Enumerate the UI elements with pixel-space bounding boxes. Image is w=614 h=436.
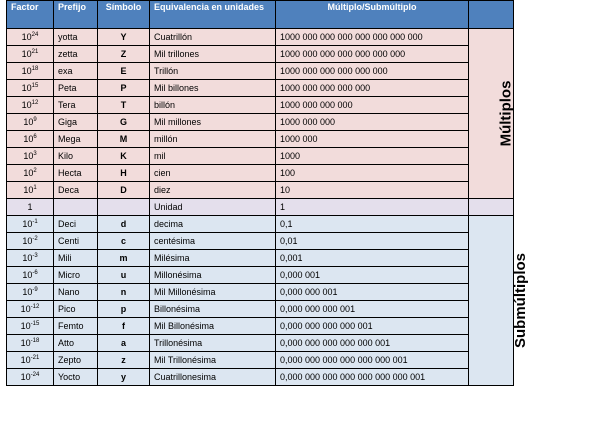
group-label-text: Múltiplos [497,80,515,147]
prefijo-cell: Nano [54,284,98,301]
factor-exponent: -15 [30,320,40,327]
prefijo-cell: exa [54,63,98,80]
si-prefix-table [6,0,529,386]
table-row [7,29,514,46]
factor-base: 10 [21,65,32,76]
table-row [7,233,514,250]
simbolo-cell: u [98,267,150,284]
factor-exponent: -9 [32,286,38,293]
valor-cell: 0,001 [276,250,469,267]
factor-base: 10 [21,82,32,93]
equivalencia-cell: billón [150,97,276,114]
valor-cell: 0,000 000 000 000 000 000 000 001 [276,369,469,386]
prefijo-cell: Deci [54,216,98,233]
valor-cell: 100 [276,165,469,182]
simbolo-cell [98,199,150,216]
prefijo-cell: Peta [54,80,98,97]
header-row [7,1,514,29]
table-row [7,80,514,97]
equivalencia-cell: Mil Trillonésima [150,352,276,369]
prefijo-cell: Mega [54,131,98,148]
simbolo-cell: Y [98,29,150,46]
simbolo-cell: f [98,318,150,335]
table-body [7,29,529,386]
table-row [7,46,514,63]
simbolo-cell: M [98,131,150,148]
factor-exponent: 21 [31,48,39,55]
group-label-text: Submúltiplos [512,253,529,348]
equivalencia-cell: centésima [150,233,276,250]
simbolo-cell: D [98,182,150,199]
simbolo-cell: n [98,284,150,301]
factor-exponent: 15 [31,82,39,89]
valor-cell: 0,000 001 [276,267,469,284]
valor-cell: 1 [276,199,469,216]
prefijo-cell: Giga [54,114,98,131]
valor-cell: 0,1 [276,216,469,233]
table-row [7,148,514,165]
factor-base: 10 [22,269,33,280]
simbolo-cell: a [98,335,150,352]
prefijo-cell: Atto [54,335,98,352]
table-row [7,131,514,148]
factor-base: 10 [22,252,33,263]
valor-cell: 1000 000 [276,131,469,148]
factor-cell [7,114,54,131]
table-row [7,318,514,335]
equivalencia-cell: Cuatrillonesima [150,369,276,386]
factor-cell [7,267,54,284]
simbolo-cell: E [98,63,150,80]
factor-cell [7,216,54,233]
table-row [7,284,514,301]
header-simbolo: Símbolo [98,1,150,29]
factor-cell [7,352,54,369]
equivalencia-cell: Mil Billonésima [150,318,276,335]
equivalencia-cell: cien [150,165,276,182]
factor-base: 10 [23,167,34,178]
valor-cell: 1000 000 000 [276,114,469,131]
valor-cell: 0,000 000 000 000 001 [276,318,469,335]
prefijo-cell: Mili [54,250,98,267]
factor-cell [7,284,54,301]
table-row [7,114,514,131]
equivalencia-cell: Cuatrillón [150,29,276,46]
prefijo-cell [54,199,98,216]
valor-cell: 0,000 000 001 [276,284,469,301]
table-row [7,267,514,284]
factor-base: 10 [20,371,31,382]
valor-cell: 0,000 000 000 000 000 001 [276,335,469,352]
equivalencia-cell: Millonésima [150,267,276,284]
factor-exponent: 18 [31,65,39,72]
table-row [7,216,514,233]
equivalencia-cell: Mil billones [150,80,276,97]
header-factor: Factor [7,1,54,29]
equivalencia-cell: Unidad [150,199,276,216]
valor-cell: 1000 000 000 000 000 000 000 000 [276,29,469,46]
equivalencia-cell: diez [150,182,276,199]
factor-exponent: 6 [33,133,37,140]
factor-base: 10 [22,286,33,297]
simbolo-cell: c [98,233,150,250]
prefijo-cell: yotta [54,29,98,46]
simbolo-cell: Z [98,46,150,63]
factor-base: 10 [22,218,33,229]
group-label-submultiplos [469,216,529,386]
group-label-multiplos [469,29,514,199]
equivalencia-cell: mil [150,148,276,165]
factor-cell [7,182,54,199]
simbolo-cell: y [98,369,150,386]
valor-cell: 1000 000 000 000 000 [276,80,469,97]
factor-cell [7,250,54,267]
table-row [7,335,514,352]
factor-exponent: 12 [31,99,39,106]
prefijo-cell: Centi [54,233,98,250]
simbolo-cell: K [98,148,150,165]
factor-exponent: 24 [31,31,39,38]
header-prefijo: Prefijo [54,1,98,29]
equivalencia-cell: Trillón [150,63,276,80]
factor-exponent: -2 [32,235,38,242]
factor-cell [7,335,54,352]
valor-cell: 1000 [276,148,469,165]
prefijo-cell: Hecta [54,165,98,182]
factor-base: 10 [20,320,31,331]
factor-cell: 1 [7,199,54,216]
factor-cell [7,369,54,386]
equivalencia-cell: Mil trillones [150,46,276,63]
prefijo-cell: Yocto [54,369,98,386]
factor-base: 10 [21,48,32,59]
table-row [7,97,514,114]
valor-cell: 1000 000 000 000 000 000 [276,63,469,80]
factor-cell [7,165,54,182]
simbolo-cell: z [98,352,150,369]
equivalencia-cell: millón [150,131,276,148]
table-row [7,369,514,386]
table-row [7,63,514,80]
equivalencia-cell: Milésima [150,250,276,267]
factor-base: 10 [20,337,31,348]
factor-exponent: -21 [30,354,40,361]
factor-cell [7,63,54,80]
simbolo-cell: G [98,114,150,131]
prefijo-cell: Tera [54,97,98,114]
simbolo-cell: H [98,165,150,182]
equivalencia-cell: Billonésima [150,301,276,318]
factor-exponent: -3 [32,252,38,259]
group-empty-cell [469,199,514,216]
prefijo-cell: Deca [54,182,98,199]
factor-cell [7,131,54,148]
valor-cell: 1000 000 000 000 000 000 000 [276,46,469,63]
header-group [469,1,514,29]
factor-exponent: 9 [33,116,37,123]
equivalencia-cell: Mil Millonésima [150,284,276,301]
factor-base: 10 [20,303,31,314]
equivalencia-cell: Trillonésima [150,335,276,352]
valor-cell: 0,000 000 000 001 [276,301,469,318]
table-row [7,165,514,182]
factor-exponent: -24 [30,371,40,378]
header-equivalencia: Equivalencia en unidades [150,1,276,29]
factor-exponent: 1 [33,184,37,191]
factor-cell [7,29,54,46]
prefijo-cell: Femto [54,318,98,335]
equivalencia-cell: Mil millones [150,114,276,131]
prefijo-cell: zetta [54,46,98,63]
table-row [7,250,514,267]
factor-base: 10 [23,116,34,127]
factor-cell [7,301,54,318]
factor-exponent: -1 [32,218,38,225]
simbolo-cell: p [98,301,150,318]
factor-cell [7,318,54,335]
factor-exponent: -18 [30,337,40,344]
prefijo-cell: Zepto [54,352,98,369]
factor-cell [7,233,54,250]
table-row-unidad [7,199,514,216]
factor-exponent: 2 [33,167,37,174]
prefijo-cell: Micro [54,267,98,284]
header-multiplo: Múltiplo/Submúltiplo [276,1,469,29]
prefijo-cell: Pico [54,301,98,318]
simbolo-cell: d [98,216,150,233]
valor-cell: 0,000 000 000 000 000 000 001 [276,352,469,369]
simbolo-cell: m [98,250,150,267]
table-row [7,182,514,199]
factor-exponent: 3 [33,150,37,157]
valor-cell: 0,01 [276,233,469,250]
factor-base: 10 [23,150,34,161]
factor-base: 10 [22,235,33,246]
valor-cell: 1000 000 000 000 [276,97,469,114]
factor-cell [7,148,54,165]
simbolo-cell: P [98,80,150,97]
factor-exponent: -6 [32,269,38,276]
equivalencia-cell: decima [150,216,276,233]
factor-base: 10 [20,354,31,365]
factor-base: 10 [23,133,34,144]
factor-base: 10 [23,184,34,195]
factor-exponent: -12 [30,303,40,310]
factor-cell [7,97,54,114]
simbolo-cell: T [98,97,150,114]
table-row [7,301,514,318]
prefijo-cell: Kilo [54,148,98,165]
factor-base: 10 [21,99,32,110]
factor-cell [7,80,54,97]
factor-cell [7,46,54,63]
table-row [7,352,514,369]
factor-base: 10 [21,31,32,42]
valor-cell: 10 [276,182,469,199]
